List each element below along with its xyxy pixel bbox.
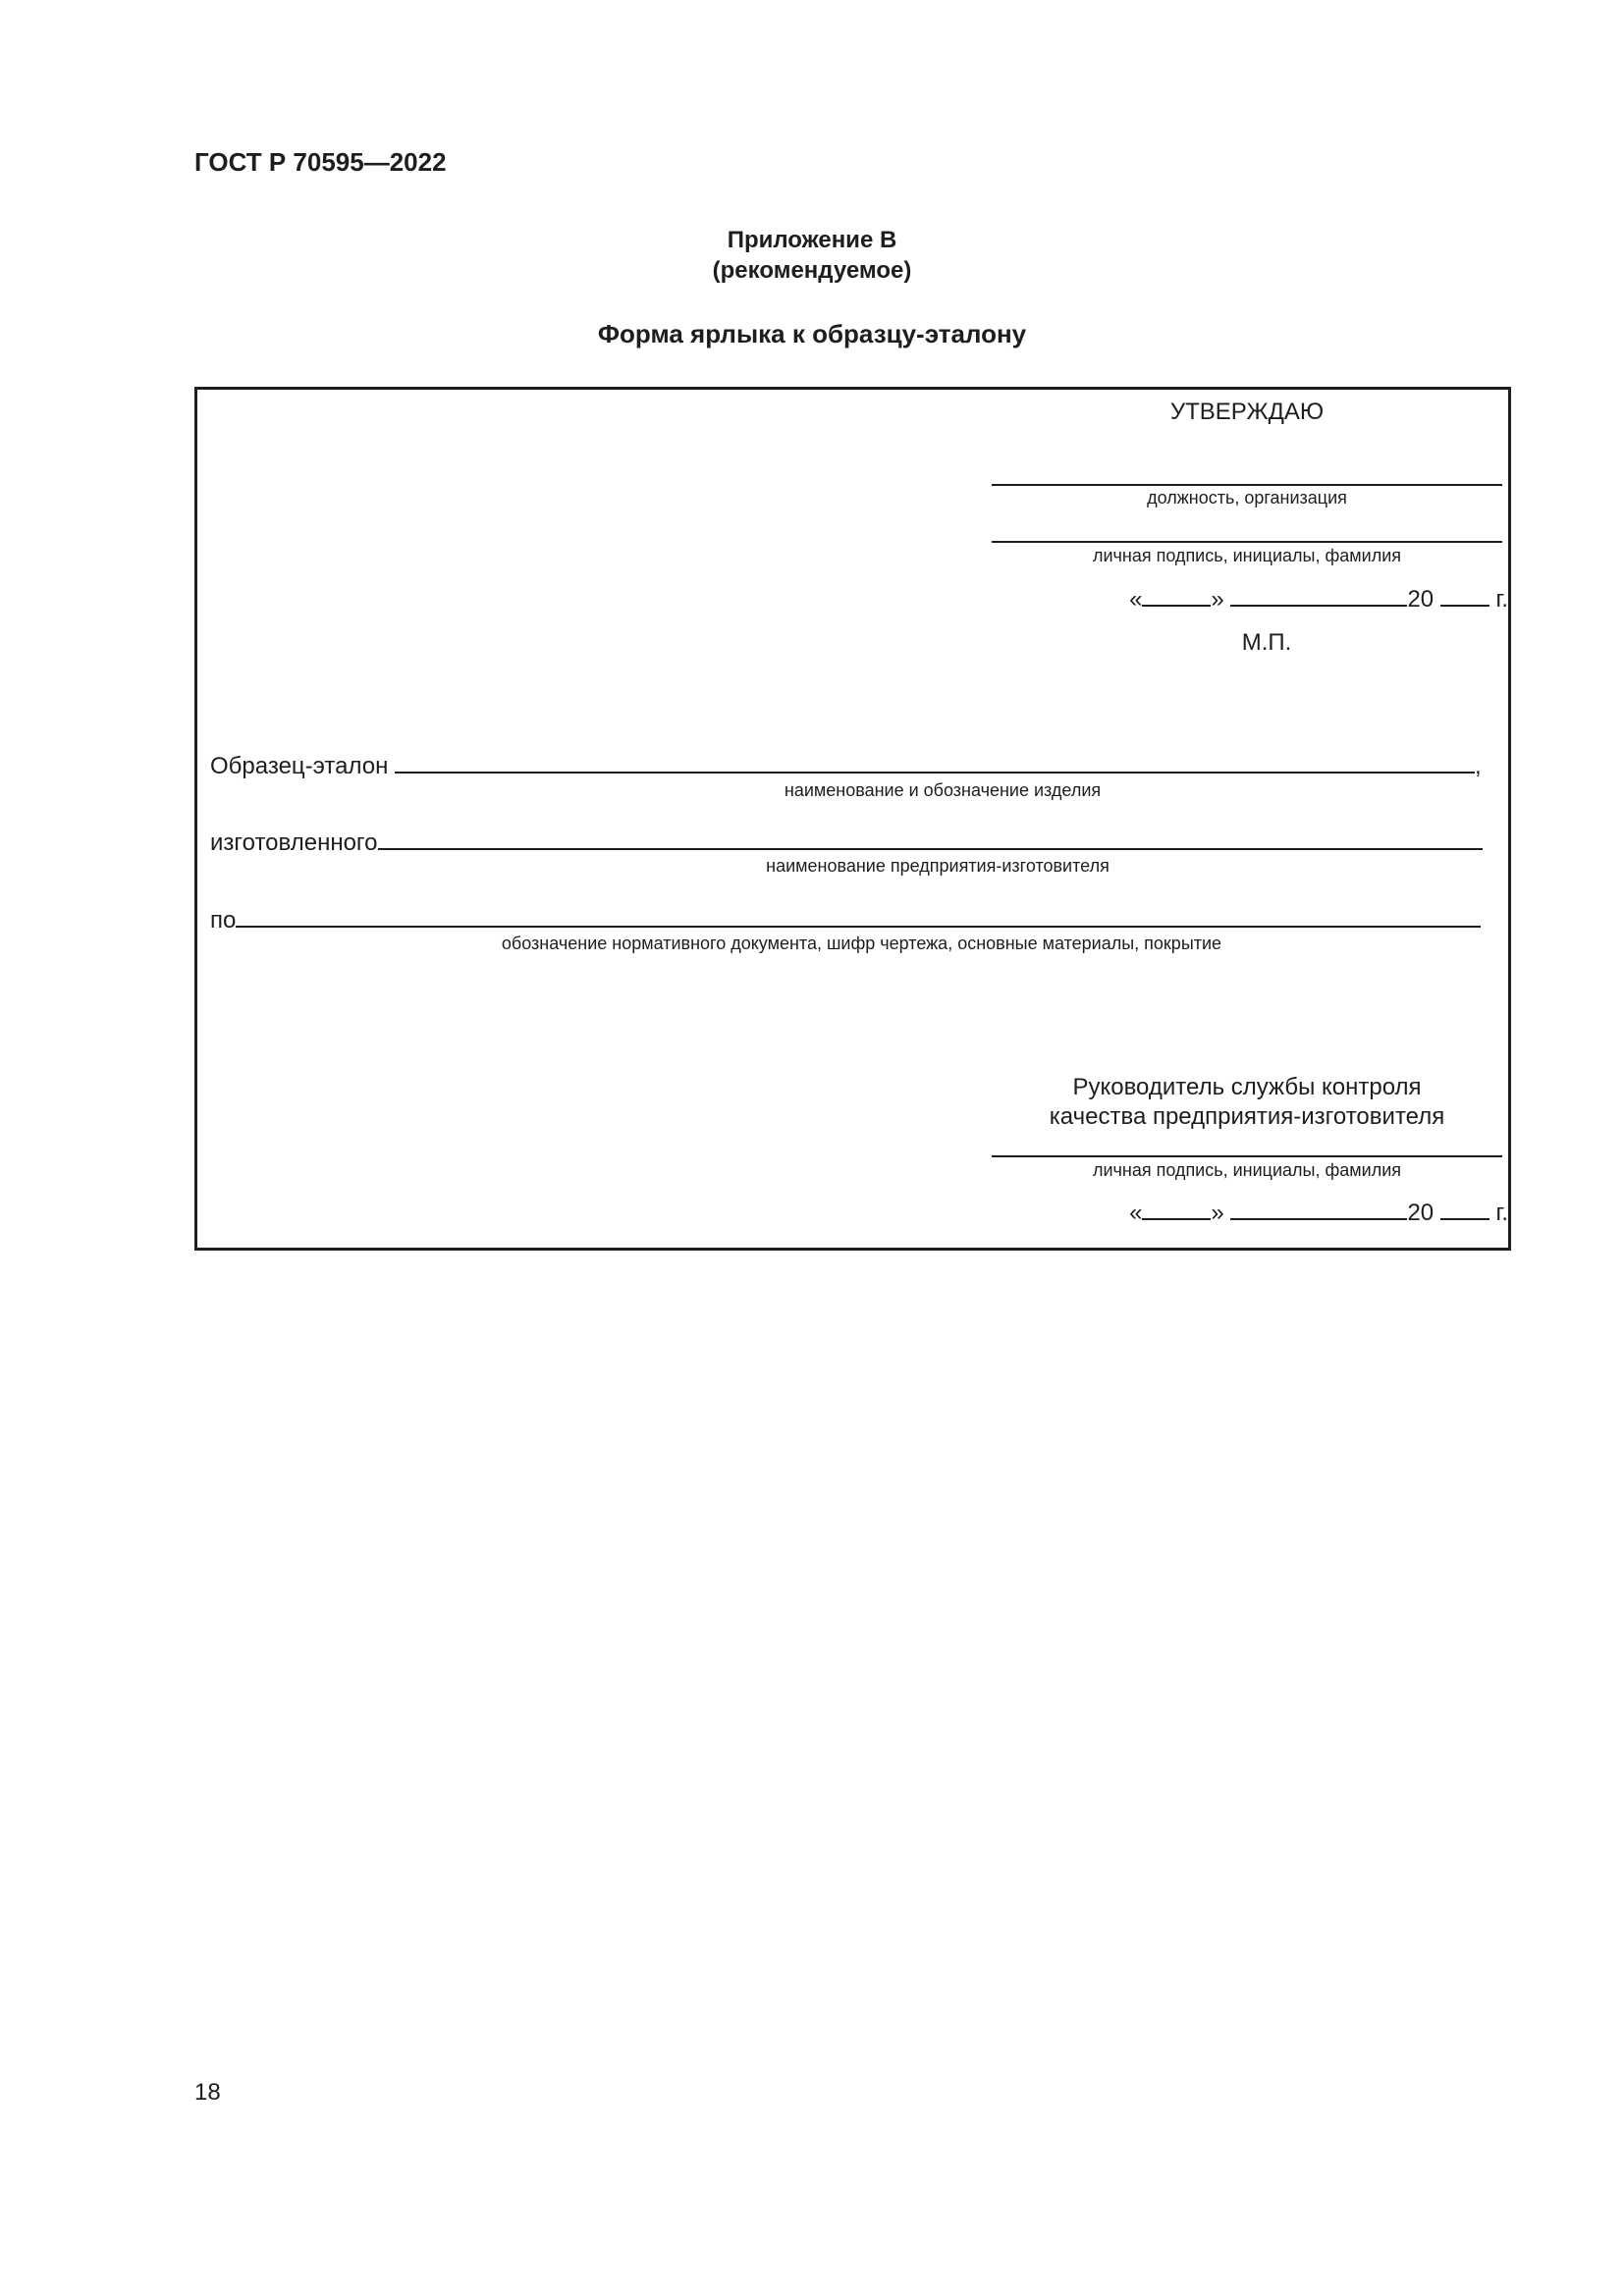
sample-caption: наименование и обозначение изделия (784, 780, 1102, 800)
month-blank[interactable] (1230, 1197, 1407, 1220)
date-open-quote: « (1129, 586, 1143, 613)
position-caption: должность, организация (1147, 488, 1347, 507)
spec-line (210, 904, 1481, 934)
date-close-quote: » (1211, 1200, 1224, 1226)
year-blank[interactable] (1440, 583, 1489, 607)
year-prefix: 20 (1407, 586, 1435, 613)
manufacturer-label: изготовленного (210, 829, 378, 856)
appendix-title: Приложение В (727, 227, 897, 253)
year-prefix: 20 (1407, 1200, 1435, 1226)
spec-blank[interactable] (236, 904, 1481, 928)
appendix-status: (рекомендуемое) (712, 257, 912, 284)
document-header: ГОСТ Р 70595—2022 (194, 147, 447, 177)
quality-head-title-2: качества предприятия-изготовителя (1049, 1103, 1445, 1130)
approval-heading: УТВЕРЖДАЮ (1169, 399, 1325, 425)
quality-date-line (1129, 1197, 1508, 1227)
date-close-quote: » (1211, 586, 1224, 613)
page-number: 18 (194, 2079, 221, 2106)
quality-head-title-1: Руководитель службы контроля (1072, 1074, 1422, 1100)
sample-line (210, 750, 1482, 780)
manufacturer-blank[interactable] (378, 827, 1483, 850)
quality-signature-caption: личная подпись, инициалы, фамилия (1092, 1160, 1402, 1180)
approval-signature-caption: личная подпись, инициалы, фамилия (1092, 546, 1402, 565)
day-blank[interactable] (1142, 1197, 1211, 1220)
year-suffix: г. (1495, 586, 1508, 613)
approval-signature-line[interactable] (992, 541, 1502, 543)
sample-name-blank[interactable] (395, 750, 1475, 774)
sample-label: Образец-эталон (210, 753, 389, 779)
form-title: Форма ярлыка к образцу-эталону (597, 319, 1027, 348)
year-suffix: г. (1495, 1200, 1508, 1226)
quality-signature-line[interactable] (992, 1155, 1502, 1157)
stamp-mark: М.П. (1241, 629, 1292, 656)
manufacturer-caption: наименование предприятия-изготовителя (766, 856, 1110, 876)
day-blank[interactable] (1142, 583, 1211, 607)
date-open-quote: « (1129, 1200, 1143, 1226)
sample-comma: , (1475, 753, 1482, 779)
position-line[interactable] (992, 484, 1502, 486)
spec-label: по (210, 907, 237, 934)
spec-caption: обозначение нормативного документа, шифр чертежа, основные материалы, покрытие (501, 934, 1222, 953)
manufacturer-line (210, 827, 1483, 857)
month-blank[interactable] (1230, 583, 1407, 607)
approval-date-line (1129, 583, 1508, 614)
year-blank[interactable] (1440, 1197, 1489, 1220)
